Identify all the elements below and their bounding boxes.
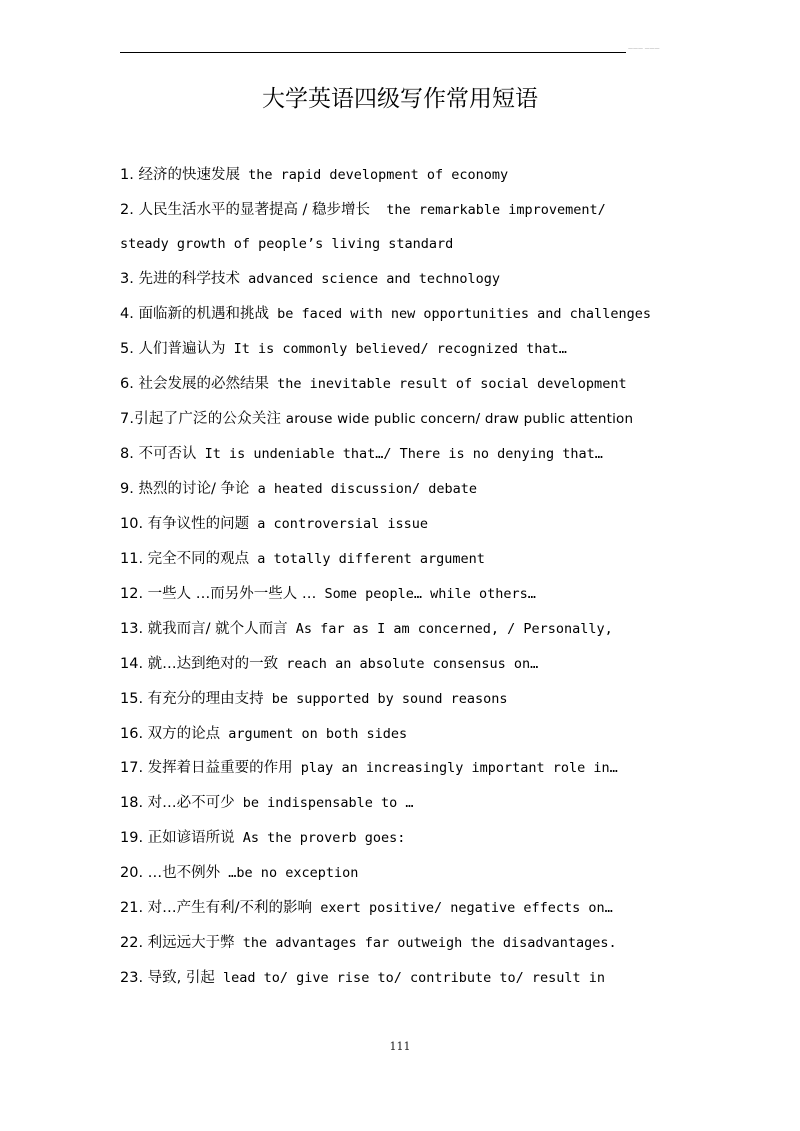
phrase-english: a heated discussion/ debate bbox=[249, 481, 478, 497]
phrase-english: play an increasingly important role in… bbox=[292, 760, 618, 776]
phrase-english: the rapid development of economy bbox=[239, 167, 509, 183]
phrase-english: It is undeniable that…/ There is no denying that… bbox=[196, 446, 603, 462]
phrase-line bbox=[120, 267, 500, 291]
phrase-english: the remarkable improvement/ bbox=[370, 202, 606, 218]
phrase-line bbox=[120, 582, 536, 606]
phrase-line bbox=[120, 442, 603, 466]
phrase-chinese: 20. …也不例外 bbox=[120, 865, 221, 881]
phrase-english: a totally different argument bbox=[249, 551, 485, 567]
phrase-line bbox=[120, 966, 605, 990]
phrase-line bbox=[120, 302, 651, 326]
phrase-english: a controversial issue bbox=[249, 516, 428, 532]
phrase-english: arouse wide public concern/ draw public attention bbox=[281, 411, 634, 427]
phrase-english: be supported by sound reasons bbox=[263, 691, 508, 707]
phrase-line bbox=[120, 756, 618, 780]
phrase-english: As the proverb goes: bbox=[234, 830, 406, 846]
phrase-line bbox=[120, 337, 567, 361]
phrase-chinese: 21. 对…产生有利/不利的影响 bbox=[120, 900, 313, 916]
phrase-english: be indispensable to … bbox=[234, 795, 414, 811]
phrase-line bbox=[120, 826, 405, 850]
phrase-chinese: 15. 有充分的理由支持 bbox=[120, 691, 264, 707]
phrase-english: the inevitable result of social development bbox=[268, 376, 627, 392]
phrase-english: exert positive/ negative effects on… bbox=[312, 900, 613, 916]
phrase-chinese: 6. 社会发展的必然结果 bbox=[120, 376, 269, 392]
phrase-line bbox=[120, 232, 453, 256]
phrase-line bbox=[120, 547, 485, 571]
phrase-chinese: 7.引起了广泛的公众关注 bbox=[120, 411, 282, 427]
phrase-english: It is commonly believed/ recognized that… bbox=[225, 341, 567, 357]
phrase-line bbox=[120, 617, 613, 641]
phrase-english: advanced science and technology bbox=[239, 271, 501, 287]
phrase-line bbox=[120, 407, 633, 431]
phrase-line bbox=[120, 372, 627, 396]
phrase-chinese: 1. 经济的快速发展 bbox=[120, 167, 240, 183]
phrase-chinese: 11. 完全不同的观点 bbox=[120, 551, 250, 567]
phrase-english: As far as I am concerned, / Personally, bbox=[287, 621, 613, 637]
phrase-chinese: 8. 不可否认 bbox=[120, 446, 197, 462]
phrase-chinese: 12. 一些人 …而另外一些人 … bbox=[120, 586, 317, 602]
phrase-chinese: 16. 双方的论点 bbox=[120, 726, 221, 742]
phrase-line bbox=[120, 931, 617, 955]
header-mark: ——— ——— bbox=[628, 46, 660, 52]
phrase-english: steady growth of people’s living standard bbox=[120, 236, 454, 252]
page-number: 111 bbox=[389, 1040, 411, 1053]
phrase-chinese: 2. 人民生活水平的显著提高 / 稳步增长 bbox=[120, 202, 371, 218]
phrase-chinese: 17. 发挥着日益重要的作用 bbox=[120, 760, 293, 776]
phrase-line bbox=[120, 722, 407, 746]
document-title: 大学英语四级写作常用短语 bbox=[262, 86, 538, 112]
phrase-english: argument on both sides bbox=[220, 726, 408, 742]
phrase-line bbox=[120, 512, 428, 536]
phrase-chinese: 5. 人们普遍认为 bbox=[120, 341, 226, 357]
phrase-line bbox=[120, 652, 538, 676]
phrase-english: lead to/ give rise to/ contribute to/ result in bbox=[214, 970, 606, 986]
phrase-chinese: 4. 面临新的机遇和挑战 bbox=[120, 306, 269, 322]
phrase-chinese: 10. 有争议性的问题 bbox=[120, 516, 250, 532]
phrase-english: reach an absolute consensus on… bbox=[278, 656, 539, 672]
phrase-chinese: 14. 就…达到绝对的一致 bbox=[120, 656, 279, 672]
header-rule bbox=[120, 52, 626, 53]
phrase-english: be faced with new opportunities and challenges bbox=[268, 306, 651, 322]
phrase-line bbox=[120, 861, 358, 885]
phrase-chinese: 9. 热烈的讨论/ 争论 bbox=[120, 481, 250, 497]
phrase-english: Some people… while others… bbox=[316, 586, 536, 602]
phrase-chinese: 3. 先进的科学技术 bbox=[120, 271, 240, 287]
phrase-chinese: 22. 利远远大于弊 bbox=[120, 935, 235, 951]
phrase-english: …be no exception bbox=[220, 865, 359, 881]
phrase-line bbox=[120, 791, 413, 815]
phrase-chinese: 19. 正如谚语所说 bbox=[120, 830, 235, 846]
phrase-english: the advantages far outweigh the disadvantages. bbox=[234, 935, 617, 951]
phrase-line bbox=[120, 477, 477, 501]
phrase-line bbox=[120, 896, 613, 920]
phrase-line bbox=[120, 163, 508, 187]
phrase-chinese: 13. 就我而言/ 就个人而言 bbox=[120, 621, 288, 637]
phrase-line bbox=[120, 687, 508, 711]
phrase-chinese: 23. 导致, 引起 bbox=[120, 970, 215, 986]
phrase-line bbox=[120, 198, 606, 222]
phrase-chinese: 18. 对…必不可少 bbox=[120, 795, 235, 811]
